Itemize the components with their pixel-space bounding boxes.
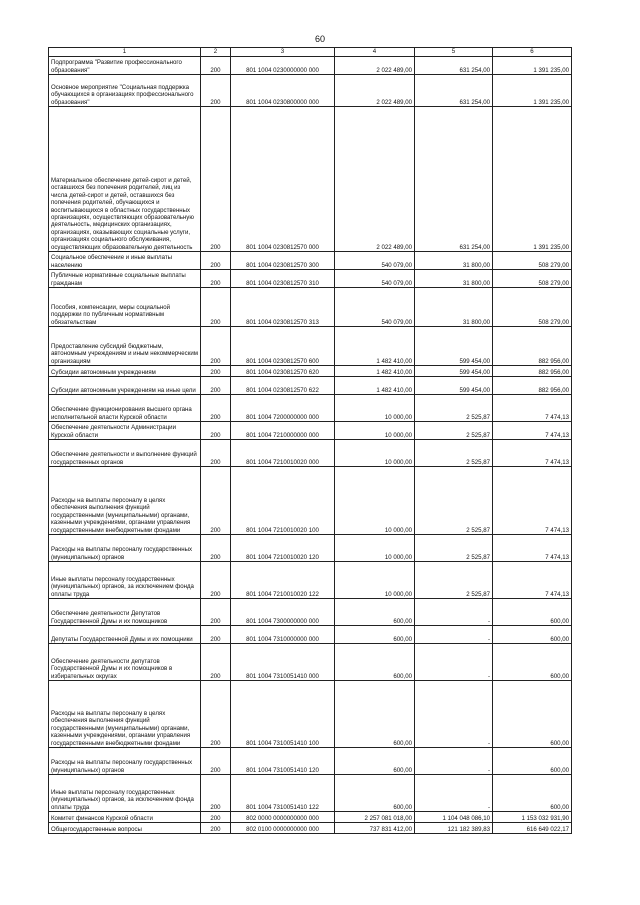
row-name-cell: Основное мероприятие "Социальная поддержка обучающихся в организациях профессионального образования" — [49, 75, 201, 107]
column-number: 6 — [493, 48, 572, 57]
row-approved-cell: 737 831 412,00 — [335, 823, 415, 834]
table-row — [49, 812, 572, 823]
column-number: 4 — [335, 48, 415, 57]
row-budget-code-cell: 801 1004 7210010020 000 — [231, 440, 335, 467]
table-row — [49, 252, 572, 270]
row-code-cell: 200 — [201, 775, 231, 812]
row-executed-cell: 2 525,87 — [415, 467, 493, 535]
row-budget-code-cell: 801 1004 7210010020 120 — [231, 535, 335, 562]
budget-execution-table — [48, 47, 572, 834]
row-name-cell: Предоставление субсидий бюджетным, автономным учреждениям и иным некоммерческим организациям — [49, 327, 201, 366]
row-executed-cell: 599 454,00 — [415, 366, 493, 377]
row-executed-cell: - — [415, 599, 493, 626]
row-code-cell: 200 — [201, 377, 231, 395]
row-name-cell: Депутаты Государственной Думы и их помощники — [49, 626, 201, 644]
row-approved-cell: 1 482 410,00 — [335, 366, 415, 377]
row-approved-cell: 10 000,00 — [335, 467, 415, 535]
row-budget-code-cell: 801 1004 7210010020 122 — [231, 562, 335, 599]
table-row — [49, 681, 572, 748]
row-unexecuted-cell: 7 474,13 — [493, 562, 572, 599]
row-executed-cell: 2 525,87 — [415, 395, 493, 422]
column-number: 3 — [231, 48, 335, 57]
column-number-row — [49, 48, 572, 57]
row-executed-cell: 2 525,87 — [415, 422, 493, 440]
row-executed-cell: 31 800,00 — [415, 288, 493, 327]
row-unexecuted-cell: 7 474,13 — [493, 440, 572, 467]
row-approved-cell: 600,00 — [335, 775, 415, 812]
row-executed-cell: - — [415, 748, 493, 775]
row-approved-cell: 600,00 — [335, 681, 415, 748]
row-unexecuted-cell: 600,00 — [493, 644, 572, 681]
row-code-cell: 200 — [201, 562, 231, 599]
row-approved-cell: 2 022 489,00 — [335, 107, 415, 252]
row-unexecuted-cell: 7 474,13 — [493, 422, 572, 440]
row-executed-cell: 599 454,00 — [415, 377, 493, 395]
row-name-cell: Субсидии автономным учреждениям на иные цели — [49, 377, 201, 395]
row-approved-cell: 10 000,00 — [335, 395, 415, 422]
row-code-cell: 200 — [201, 599, 231, 626]
row-budget-code-cell: 801 1004 7310051410 000 — [231, 644, 335, 681]
row-name-cell: Пособия, компенсации, меры социальной поддержки по публичным нормативным обязательствам — [49, 288, 201, 327]
row-unexecuted-cell: 1 391 235,00 — [493, 75, 572, 107]
row-unexecuted-cell: 616 649 022,17 — [493, 823, 572, 834]
row-executed-cell: 599 454,00 — [415, 327, 493, 366]
row-executed-cell: 2 525,87 — [415, 562, 493, 599]
row-budget-code-cell: 801 1004 7210000000 000 — [231, 422, 335, 440]
row-budget-code-cell: 802 0100 0000000000 000 — [231, 823, 335, 834]
row-executed-cell: 631 254,00 — [415, 75, 493, 107]
row-approved-cell: 600,00 — [335, 626, 415, 644]
row-executed-cell: 31 800,00 — [415, 252, 493, 270]
row-approved-cell: 540 079,00 — [335, 252, 415, 270]
row-name-cell: Расходы на выплаты персоналу государственных (муниципальных) органов — [49, 748, 201, 775]
table-row — [49, 748, 572, 775]
row-code-cell: 200 — [201, 467, 231, 535]
row-approved-cell: 10 000,00 — [335, 422, 415, 440]
row-name-cell: Расходы на выплаты персоналу в целях обеспечения выполнения функций государственными (муниципальными) органами, казенными учреждениями, органами управления государственными внебюджетными фондами — [49, 681, 201, 748]
row-name-cell: Обеспечение деятельности Администрации Курской области — [49, 422, 201, 440]
row-unexecuted-cell: 1 391 235,00 — [493, 57, 572, 75]
row-code-cell: 200 — [201, 823, 231, 834]
row-budget-code-cell: 801 1004 0230812570 313 — [231, 288, 335, 327]
column-number: 5 — [415, 48, 493, 57]
row-code-cell: 200 — [201, 270, 231, 288]
row-budget-code-cell: 801 1004 0230812570 300 — [231, 252, 335, 270]
row-executed-cell: - — [415, 681, 493, 748]
table-row — [49, 599, 572, 626]
row-code-cell: 200 — [201, 681, 231, 748]
row-executed-cell: 631 254,00 — [415, 107, 493, 252]
table-row — [49, 823, 572, 834]
row-executed-cell: 121 182 389,83 — [415, 823, 493, 834]
row-budget-code-cell: 801 1004 0230812570 000 — [231, 107, 335, 252]
column-number: 2 — [201, 48, 231, 57]
table-row — [49, 395, 572, 422]
row-executed-cell: - — [415, 626, 493, 644]
table-row — [49, 57, 572, 75]
row-code-cell: 200 — [201, 440, 231, 467]
row-executed-cell: 2 525,87 — [415, 440, 493, 467]
row-budget-code-cell: 801 1004 0230000000 000 — [231, 57, 335, 75]
row-code-cell: 200 — [201, 626, 231, 644]
table-row — [49, 377, 572, 395]
row-executed-cell: 2 525,87 — [415, 535, 493, 562]
row-approved-cell: 2 022 489,00 — [335, 57, 415, 75]
row-approved-cell: 600,00 — [335, 644, 415, 681]
row-unexecuted-cell: 508 279,00 — [493, 252, 572, 270]
table-row — [49, 626, 572, 644]
row-approved-cell: 600,00 — [335, 599, 415, 626]
row-name-cell: Обеспечение деятельности Депутатов Государственной Думы и их помощников — [49, 599, 201, 626]
row-unexecuted-cell: 7 474,13 — [493, 535, 572, 562]
row-budget-code-cell: 801 1004 7210010020 100 — [231, 467, 335, 535]
row-budget-code-cell: 801 1004 7310051410 122 — [231, 775, 335, 812]
row-unexecuted-cell: 508 279,00 — [493, 288, 572, 327]
table-row — [49, 775, 572, 812]
row-name-cell: Субсидии автономным учреждениям — [49, 366, 201, 377]
row-code-cell: 200 — [201, 57, 231, 75]
row-approved-cell: 2 022 489,00 — [335, 75, 415, 107]
row-approved-cell: 540 079,00 — [335, 270, 415, 288]
row-unexecuted-cell: 882 956,00 — [493, 377, 572, 395]
row-budget-code-cell: 801 1004 0230812570 622 — [231, 377, 335, 395]
page-number: 60 — [314, 34, 325, 44]
row-code-cell: 200 — [201, 75, 231, 107]
row-budget-code-cell: 802 0000 0000000000 000 — [231, 812, 335, 823]
row-name-cell: Расходы на выплаты персоналу в целях обеспечения выполнения функций государственными (муниципальными) органами, казенными учреждениями, органами управления государственными внебюджетными фондами — [49, 467, 201, 535]
row-approved-cell: 1 482 410,00 — [335, 327, 415, 366]
row-approved-cell: 10 000,00 — [335, 562, 415, 599]
table-row — [49, 366, 572, 377]
row-name-cell: Обеспечение функционирования высшего органа исполнительной власти Курской области — [49, 395, 201, 422]
row-name-cell: Подпрограмма "Развитие профессионального образования" — [49, 57, 201, 75]
table-row — [49, 422, 572, 440]
row-approved-cell: 600,00 — [335, 748, 415, 775]
row-budget-code-cell: 801 1004 0230812570 310 — [231, 270, 335, 288]
row-unexecuted-cell: 1 391 235,00 — [493, 107, 572, 252]
row-code-cell: 200 — [201, 535, 231, 562]
row-budget-code-cell: 801 1004 0230812570 620 — [231, 366, 335, 377]
table-row — [49, 107, 572, 252]
row-unexecuted-cell: 1 153 032 931,90 — [493, 812, 572, 823]
row-name-cell: Общегосударственные вопросы — [49, 823, 201, 834]
column-number: 1 — [49, 48, 201, 57]
row-unexecuted-cell: 882 956,00 — [493, 327, 572, 366]
row-executed-cell: 31 800,00 — [415, 270, 493, 288]
row-unexecuted-cell: 508 279,00 — [493, 270, 572, 288]
row-name-cell: Расходы на выплаты персоналу государственных (муниципальных) органов — [49, 535, 201, 562]
row-approved-cell: 540 079,00 — [335, 288, 415, 327]
row-budget-code-cell: 801 1004 7310000000 000 — [231, 626, 335, 644]
row-budget-code-cell: 801 1004 7200000000 000 — [231, 395, 335, 422]
row-name-cell: Материальное обеспечение детей-сирот и детей, оставшихся без попечения родителей, лиц из числа детей-сирот и детей, оставшихся без попечения родителей, обучающихся и воспитывающихся в областных государственных организациях, осуществляющих образовательную деятельность, медицинских организациях, организациях, оказывающих социальные услуги, организациях социального обслуживания, осуществляющих образовательную деятельность — [49, 107, 201, 252]
row-code-cell: 200 — [201, 107, 231, 252]
row-approved-cell: 1 482 410,00 — [335, 377, 415, 395]
row-unexecuted-cell: 7 474,13 — [493, 395, 572, 422]
table-row — [49, 535, 572, 562]
row-name-cell: Социальное обеспечение и иные выплаты населению — [49, 252, 201, 270]
row-code-cell: 200 — [201, 422, 231, 440]
row-unexecuted-cell: 7 474,13 — [493, 467, 572, 535]
row-unexecuted-cell: 600,00 — [493, 748, 572, 775]
row-code-cell: 200 — [201, 366, 231, 377]
row-name-cell: Обеспечение деятельности и выполнение функций государственных органов — [49, 440, 201, 467]
table-row — [49, 644, 572, 681]
row-unexecuted-cell: 600,00 — [493, 681, 572, 748]
row-executed-cell: - — [415, 775, 493, 812]
row-budget-code-cell: 801 1004 7310051410 100 — [231, 681, 335, 748]
row-approved-cell: 10 000,00 — [335, 440, 415, 467]
row-name-cell: Иные выплаты персоналу государственных (муниципальных) органов, за исключением фонда оплаты труда — [49, 562, 201, 599]
table-row — [49, 270, 572, 288]
row-budget-code-cell: 801 1004 0230812570 600 — [231, 327, 335, 366]
row-unexecuted-cell: 600,00 — [493, 775, 572, 812]
row-code-cell: 200 — [201, 288, 231, 327]
table-row — [49, 75, 572, 107]
table-row — [49, 562, 572, 599]
row-executed-cell: 1 104 048 086,10 — [415, 812, 493, 823]
table-body — [49, 57, 572, 834]
row-code-cell: 200 — [201, 327, 231, 366]
row-budget-code-cell: 801 1004 7300000000 000 — [231, 599, 335, 626]
row-budget-code-cell: 801 1004 7310051410 120 — [231, 748, 335, 775]
row-executed-cell: 631 254,00 — [415, 57, 493, 75]
row-name-cell: Комитет финансов Курской области — [49, 812, 201, 823]
row-code-cell: 200 — [201, 252, 231, 270]
row-code-cell: 200 — [201, 748, 231, 775]
row-code-cell: 200 — [201, 644, 231, 681]
row-approved-cell: 10 000,00 — [335, 535, 415, 562]
row-code-cell: 200 — [201, 812, 231, 823]
row-code-cell: 200 — [201, 395, 231, 422]
row-approved-cell: 2 257 081 018,00 — [335, 812, 415, 823]
row-unexecuted-cell: 882 956,00 — [493, 366, 572, 377]
table-row — [49, 440, 572, 467]
row-executed-cell: - — [415, 644, 493, 681]
row-unexecuted-cell: 600,00 — [493, 599, 572, 626]
table-row — [49, 327, 572, 366]
row-name-cell: Иные выплаты персоналу государственных (муниципальных) органов, за исключением фонда оплаты труда — [49, 775, 201, 812]
table-row — [49, 467, 572, 535]
row-unexecuted-cell: 600,00 — [493, 626, 572, 644]
row-budget-code-cell: 801 1004 0230800000 000 — [231, 75, 335, 107]
row-name-cell: Публичные нормативные социальные выплаты гражданам — [49, 270, 201, 288]
row-name-cell: Обеспечение деятельности депутатов Государственной Думы и их помощников в избирательных округах — [49, 644, 201, 681]
table-row — [49, 288, 572, 327]
